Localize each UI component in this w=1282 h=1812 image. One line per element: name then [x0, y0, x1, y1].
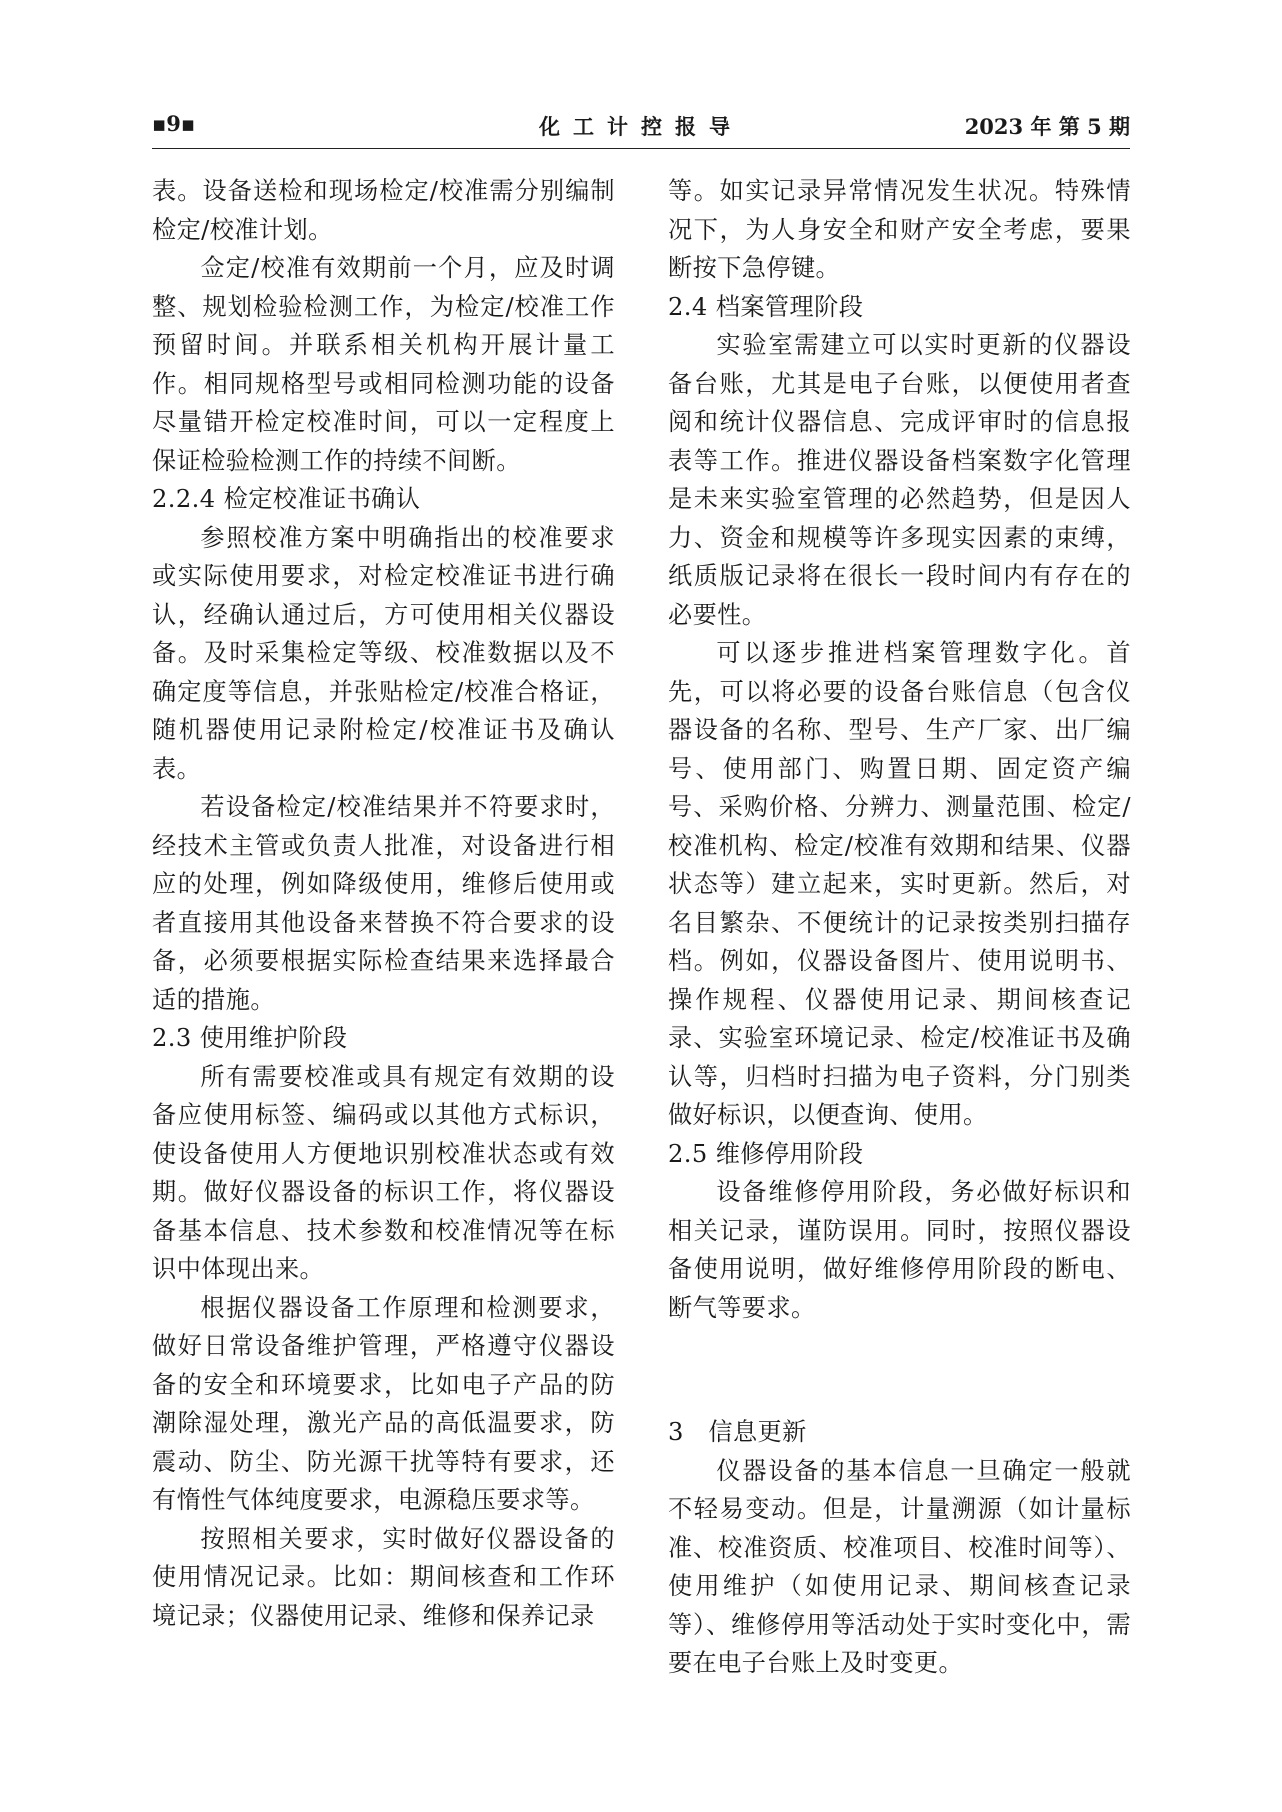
section-heading: 2.5 维修停用阶段	[668, 1139, 864, 1168]
section-heading: 2.4 档案管理阶段	[668, 292, 864, 321]
body-paragraph: 所有需要校准或具有规定有效期的设备应使用标签、编码或以其他方式标识，使设备使用人方便地识别校准状态或有效期。做好仪器设备的标识工作，将仪器设备基本信息、技术参数和校准情况等在标识中体现出来。	[152, 1062, 615, 1283]
section-heading: 3 信息更新	[668, 1418, 807, 1447]
running-header	[152, 105, 1130, 145]
body-paragraph: 表。设备送检和现场检定/校准需分别编制检定/校准计划。	[152, 177, 615, 244]
right-column	[668, 172, 1131, 1683]
body-paragraph: 等。如实记录异常情况发生状况。特殊情况下，为人身安全和财产安全考虑，要果断按下急停键。	[668, 177, 1131, 282]
issue-label: 2023 年 第 5 期	[964, 114, 1130, 139]
body-paragraph: 根据仪器设备工作原理和检测要求，做好日常设备维护管理，严格遵守仪器设备的安全和环境要求，比如电子产品的防潮除湿处理，激光产品的高低温要求，防震动、防尘、防光源干扰等特有要求，还有惰性气体纯度要求，电源稳压要求等。	[152, 1293, 615, 1514]
section-gap	[668, 1351, 1131, 1389]
body-paragraph: 若设备检定/校准结果并不符要求时，经技术主管或负责人批准，对设备进行相应的处理，例如降级使用，维修后使用或者直接用其他设备来替换不符合要求的设备，必须要根据实际检查结果来选择最合适的措施。	[152, 793, 615, 1014]
left-column	[152, 172, 615, 1635]
body-paragraph: 仪器设备的基本信息一旦确定一般就不轻易变动。但是，计量溯源（如计量标准、校准资质、校准项目、校准时间等）、使用维护（如使用记录、期间核查记录等）、维修停用等活动处于实时变化中，需要在电子台账上及时变更。	[668, 1456, 1131, 1678]
header-rule	[152, 148, 1130, 149]
journal-title: 化工计控报导	[539, 114, 743, 139]
body-paragraph: 可以逐步推进档案管理数字化。首先，可以将必要的设备台账信息（包含仪器设备的名称、型号、生产厂家、出厂编号、使用部门、购置日期、固定资产编号、采购价格、分辨力、测量范围、检定/校准机构、检定/校准有效期和结果、仪器状态等）建立起来，实时更新。然后，对名目繁杂、不便统计的记录按类别扫描存档。例如，仪器设备图片、使用说明书、操作规程、仪器使用记录、期间核查记录、实验室环境记录、检定/校准证书及确认等，归档时扫描为电子资料，分门别类做好标识，以便查询、使用。	[668, 639, 1131, 1129]
page-number: ▪9▪	[152, 111, 196, 136]
body-paragraph: 按照相关要求，实时做好仪器设备的使用情况记录。比如：期间核查和工作环境记录；仪器使用记录、维修和保养记录	[152, 1524, 615, 1630]
body-paragraph: 参照校准方案中明确指出的校准要求或实际使用要求，对检定校准证书进行确认，经确认通过后，方可使用相关仪器设备。及时采集检定等级、校准数据以及不确定度等信息，并张贴检定/校准合格证，随机器使用记录附检定/校准证书及确认表。	[152, 523, 615, 783]
body-paragraph: 实验室需建立可以实时更新的仪器设备台账，尤其是电子台账，以便使用者查阅和统计仪器信息、完成评审时的信息报表等工作。推进仪器设备档案数字化管理是未来实验室管理的必然趋势，但是因人力、资金和规模等许多现实因素的束缚，纸质版记录将在很长一段时间内有存在的必要性。	[668, 331, 1131, 629]
body-paragraph: 设备维修停用阶段，务必做好标识和相关记录，谨防误用。同时，按照仪器设备使用说明，做好维修停用阶段的断电、断气等要求。	[668, 1178, 1131, 1322]
section-heading: 2.3 使用维护阶段	[152, 1024, 348, 1052]
section-heading: 2.2.4 检定校准证书确认	[152, 485, 421, 513]
body-paragraph: 佥定/校准有效期前一个月，应及时调整、规划检验检测工作，为检定/校准工作预留时间。并联系相关机构开展计量工作。相同规格型号或相同检测功能的设备尽量错开检定校准时间，可以一定程度上保证检验检测工作的持续不间断。	[152, 254, 615, 475]
